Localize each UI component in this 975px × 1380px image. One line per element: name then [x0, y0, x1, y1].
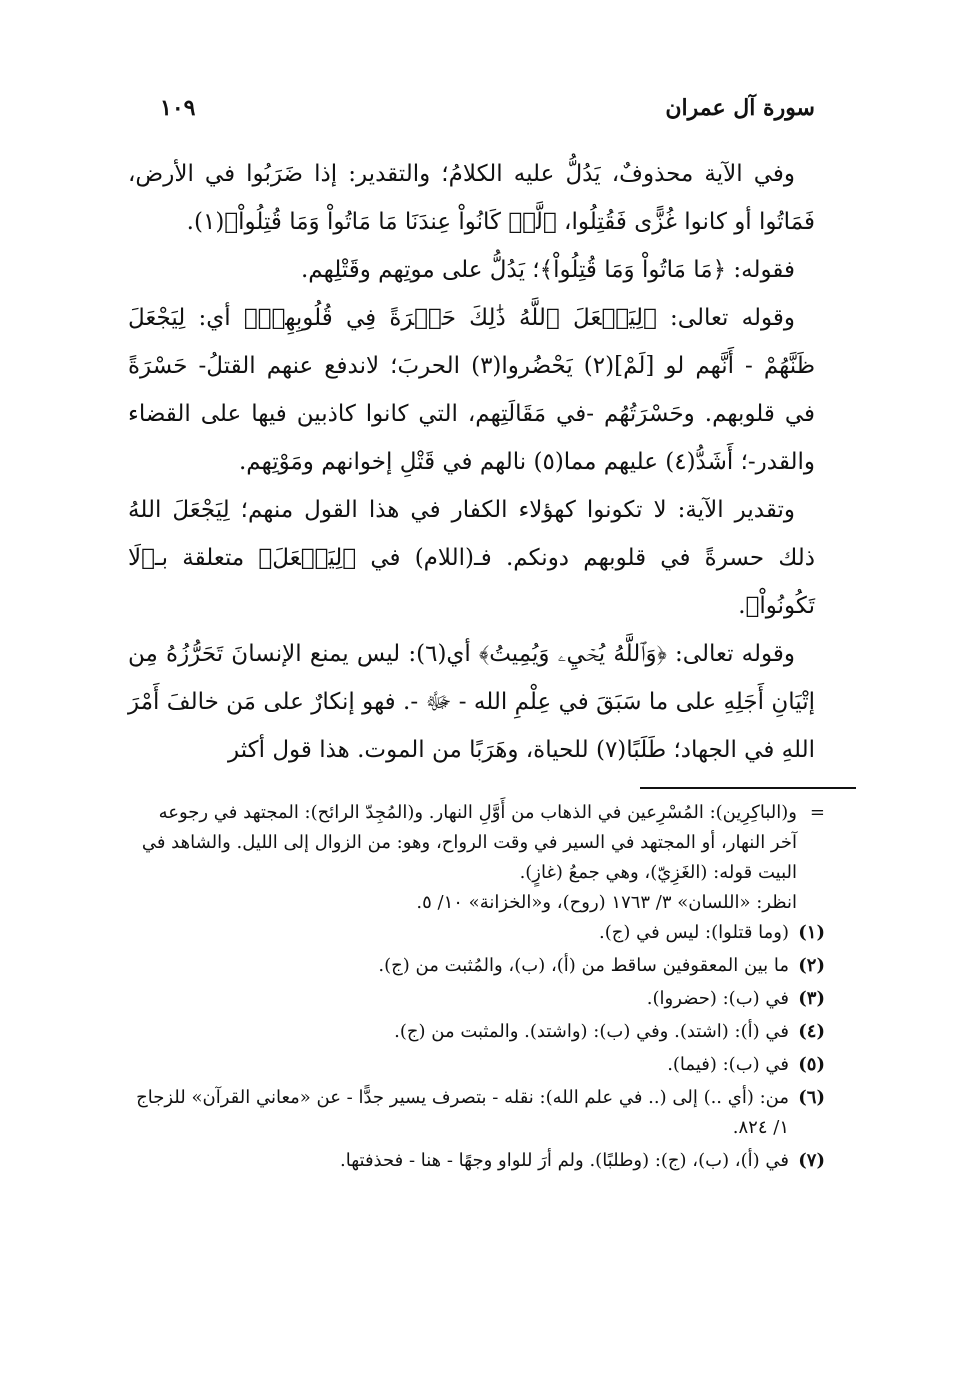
- paragraph: وتقدير الآية: لا تكونوا كهؤلاء الكفار في هذا القول منهم؛ لِيَجْعَلَ اللهُ ذلك حسرةً في قلوبهم دونكم. فـ(اللام) في ﴿لِيَجۡعَلَ﴾ متعلقة بـ﴿لَا تَكُونُواْ﴾.: [128, 497, 815, 619]
- paragraph: وقوله تعالى: ﴿وَٱللَّهُ يُحۡيِۦ وَيُمِيتُ﴾ أي(٦): ليس يمنع الإنسانَ تَحَرُّزُهُ مِن إتْيَانِ أَجَلِهِ على ما سَبَقَ في عِلْمِ الله - ﷻ -. فهو إنكارٌ على مَن خالفَ أَمْرَ اللهِ في الجهاد؛ طَلَبًا(٧) للحياة، وهَرَبًا من الموت. هذا قول أكثر: [128, 641, 815, 763]
- paragraph: وقوله تعالى: ﴿لِيَجۡعَلَ ٱللَّهُ ذَٰلِكَ حَسۡرَةً فِي قُلُوبِهِمۡ﴾ أي: لِيَجْعَلَ ظَنَّهُمْ - أَنَّهم لو [لَمْ](٢) يَحْضُروا(٣) الحربَ؛ لاندفع عنهم القتلُ- حَسْرَةً في قلوبهم. وحَسْرَتُهُم -في مَقَالَتِهم، التي كانوا كاذبين فيها على القضاء والقدر-؛ أَشَدُّ(٤) عليهم مما(٥) نالهم في قَتْلِ إخوانهم ومَوْتِهم.: [128, 305, 816, 475]
- footnotes: [128, 798, 825, 1179]
- footnote-number: (٤): [798, 1021, 825, 1042]
- footnote-text: ما بين المعقوفين ساقط من (أ)، (ب)، والمُثبت من (ج).: [378, 955, 789, 976]
- footnote-number: (٦): [798, 1087, 825, 1108]
- paragraph: وفي الآية محذوفٌ، يَدُلُّ عليه الكلامُ؛ والتقدير: إذا ضَرَبُوا في الأرض، فَمَاتُوا أو كانوا غُزًّى فَقُتِلُوا، ﴿لَّوۡ كَانُواْ عِندَنَا مَا مَاتُواْ وَمَا قُتِلُواْ﴾(١).: [128, 161, 815, 235]
- page-header: [160, 88, 815, 128]
- footnote-item: [128, 1050, 825, 1080]
- footnote-item: [128, 1146, 825, 1176]
- paragraph: فقوله: ﴿مَا مَاتُواْ وَمَا قُتِلُواْ﴾؛ يَدُلُّ على موتِهم وقَتْلِهم.: [300, 257, 795, 283]
- footnote-number: (٢): [798, 955, 825, 976]
- footnote-item: [128, 984, 825, 1014]
- footnote-item: [128, 1083, 825, 1143]
- footnote-number: (٣): [798, 988, 825, 1009]
- footnote-number: (٥): [798, 1054, 825, 1075]
- footnote-number: (١): [798, 922, 825, 943]
- footnote-item: [128, 951, 825, 981]
- footnote-text: في (ب): (فيما).: [667, 1054, 789, 1075]
- footnote-continuation: [128, 798, 825, 918]
- footnote-text: (وما قتلوا): ليس في (ج).: [599, 922, 789, 943]
- footnote-reference: انظر: «اللسان» ٣/ ١٧٦٣ (روح)، و«الخزانة» ١٠/ ٥.: [416, 892, 797, 913]
- footnote-text: في (أ): (اشتد). وفي (ب): (واشتد). والمثبت من (ج).: [394, 1021, 789, 1042]
- footnote-item: [128, 1017, 825, 1047]
- footnote-continuation-text: و(الباكِرِين): المُسْرِعين في الذهاب من أَوَّلِ النهار. و(المُجِدّ الرائح): المجتهد في رجوعه آخر النهار، أو المجتهد في السير في وقت الرواح، وهو: من الزوال إلى الليل. والشاهد في البيت قوله: (الغَزِيّ)، وهي جمعُ (غازٍ).: [141, 802, 797, 883]
- footnote-text: في (ب): (حضروا).: [646, 988, 789, 1009]
- footnote-text: من: (أي ..) إلى (.. في علم الله): نقله - بتصرف يسير جدًّا - عن «معاني القرآن» للزجاج ١/ ٨٢٤.: [136, 1087, 789, 1138]
- page-number: ١٠٩: [160, 95, 196, 121]
- footnote-separator: [640, 787, 856, 789]
- surah-title: سورة آل عمران: [665, 95, 815, 121]
- main-text: [128, 150, 815, 774]
- continuation-mark: =: [809, 802, 825, 823]
- footnote-item: [128, 918, 825, 948]
- footnote-text: في (أ)، (ب)، (ج): (وطلبًا). ولم أرَ للواو وجهًا - هنا - فحذفتها.: [340, 1150, 789, 1171]
- footnote-number: (٧): [798, 1150, 825, 1171]
